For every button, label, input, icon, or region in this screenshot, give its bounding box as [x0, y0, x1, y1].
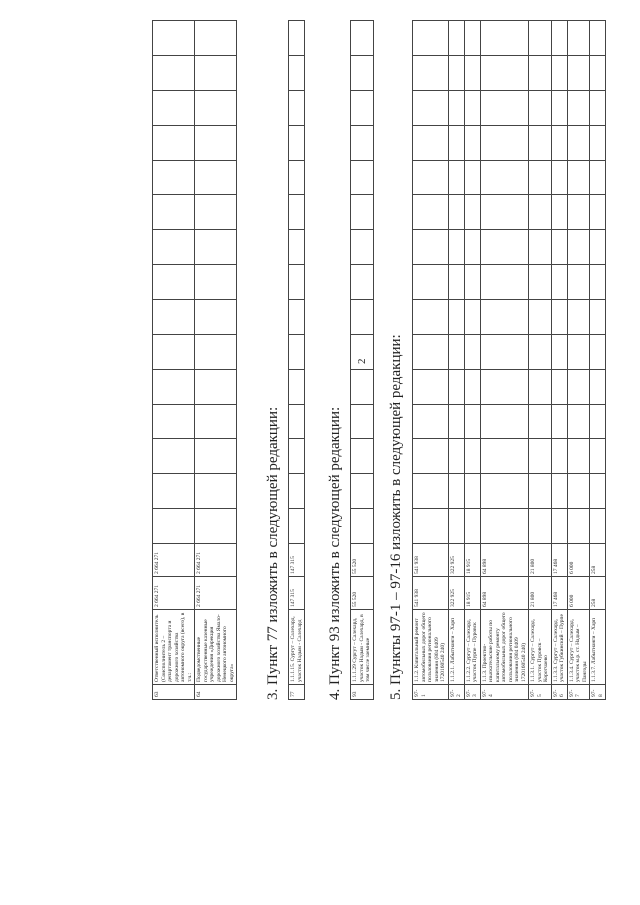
row-name: 1.1.3.7. Лабытнанги – Харп — [590, 610, 606, 685]
row-value: 21 800 — [529, 577, 552, 610]
row-number: 77 — [289, 685, 305, 700]
table-row — [551, 21, 567, 700]
row-value: 541 938 — [413, 577, 449, 610]
table-row — [529, 21, 552, 700]
table-row — [464, 21, 480, 700]
page-number: 2 — [356, 358, 368, 364]
row-name: 1.1.3.3. Сургут – Салехард, участок Губкинский – Пурпе — [551, 610, 567, 685]
row-value: 6 000 — [567, 577, 590, 610]
row-name: 1.1.3.1. Сургут – Салехард, участок Пуровск – Коротчаево — [529, 610, 552, 685]
row-value: 17 468 — [551, 544, 567, 577]
row-name: 1.1.3.4. Сургут – Салехард, участок м.р. ст. Надым – Пангоды — [567, 610, 590, 685]
row-number: 93 — [351, 685, 374, 700]
row-number: 63 — [153, 685, 195, 700]
row-number: 97-5 — [529, 685, 552, 700]
table-row — [590, 21, 606, 700]
row-name: 1.1.1.15. Сургут – Салехард, участок Надым - Салехард — [289, 610, 305, 685]
row-number: 97-2 — [448, 685, 464, 700]
row-name: 1.1.3. Проектно-изыскательские работы по капитальному ремонту автомобильных дорог общего пользования регионального значения (804 0409 1720160540 240) — [480, 610, 529, 685]
row-value: 18 915 — [464, 577, 480, 610]
row-value: 258 — [590, 577, 606, 610]
row-value: 541 938 — [413, 544, 449, 577]
row-value: 55 520 — [351, 577, 374, 610]
row-name: 1.1.2.1. Лабытнанги – Харп — [448, 610, 464, 685]
row-value: 21 800 — [529, 544, 552, 577]
section-4-table — [350, 20, 374, 700]
row-value: 6 000 — [567, 544, 590, 577]
row-number: 64 — [195, 685, 237, 700]
section-3-table — [288, 20, 305, 700]
row-number: 97-3 — [464, 685, 480, 700]
rotated-content — [40, 20, 640, 700]
table-row — [448, 21, 464, 700]
row-value: 64 898 — [480, 577, 529, 610]
table-row — [413, 21, 449, 700]
row-value: 258 — [590, 544, 606, 577]
row-value: 147 315 — [289, 577, 305, 610]
row-number: 97-6 — [551, 685, 567, 700]
row-name: Подведомственные государственные казенные учреждения «Дирекция дорожного хозяйства Ямало-Ненецкого автономного округа» — [195, 610, 237, 685]
row-value: 2 664 271 — [153, 544, 195, 577]
row-value: 55 520 — [351, 544, 374, 577]
row-number: 97-8 — [590, 685, 606, 700]
row-value: 322 925 — [448, 544, 464, 577]
table-row — [567, 21, 590, 700]
section-4-heading: 4. Пункт 93 изложить в следующей редакции: — [327, 406, 343, 700]
row-value: 64 898 — [480, 544, 529, 577]
row-value: 2 664 271 — [195, 577, 237, 610]
row-value: 2 664 271 — [195, 544, 237, 577]
row-value: 18 915 — [464, 544, 480, 577]
table-row — [195, 21, 237, 700]
section-3-heading: 3. Пункт 77 изложить в следующей редакции: — [265, 406, 281, 700]
row-name: 1.1.2. Капитальный ремонт автомобильных дорог общего пользования регионального значения (804 0409 1720160540 240) — [413, 610, 449, 685]
table-row — [480, 21, 529, 700]
row-number: 97-4 — [480, 685, 529, 700]
table-row — [153, 21, 195, 700]
table-row — [351, 21, 374, 700]
section-5-heading: 5. Пункты 97-1 – 97-16 изложить в следующей редакции: — [388, 334, 404, 700]
row-number: 97-7 — [567, 685, 590, 700]
row-number: 97-1 — [413, 685, 449, 700]
section-5-table — [412, 20, 606, 700]
row-name: 1.1.2.2. Сургут – Салехард, участок Пурпе – Пуровск — [464, 610, 480, 685]
row-value: 147 315 — [289, 544, 305, 577]
row-name: 1.1.1.29 Сургут – Салехард, участок Надым - Салехард, в том числе заемные — [351, 610, 374, 685]
row-value: 2 664 271 — [153, 577, 195, 610]
table-row — [289, 21, 305, 700]
row-value: 17 468 — [551, 577, 567, 610]
top-table — [152, 20, 237, 700]
row-value: 322 925 — [448, 577, 464, 610]
row-name: Ответственный исполнитель (Соисполнитель 2 – департамент транспорта и дорожного хозяйства автономного округа (всего), в т.ч.: — [153, 610, 195, 685]
